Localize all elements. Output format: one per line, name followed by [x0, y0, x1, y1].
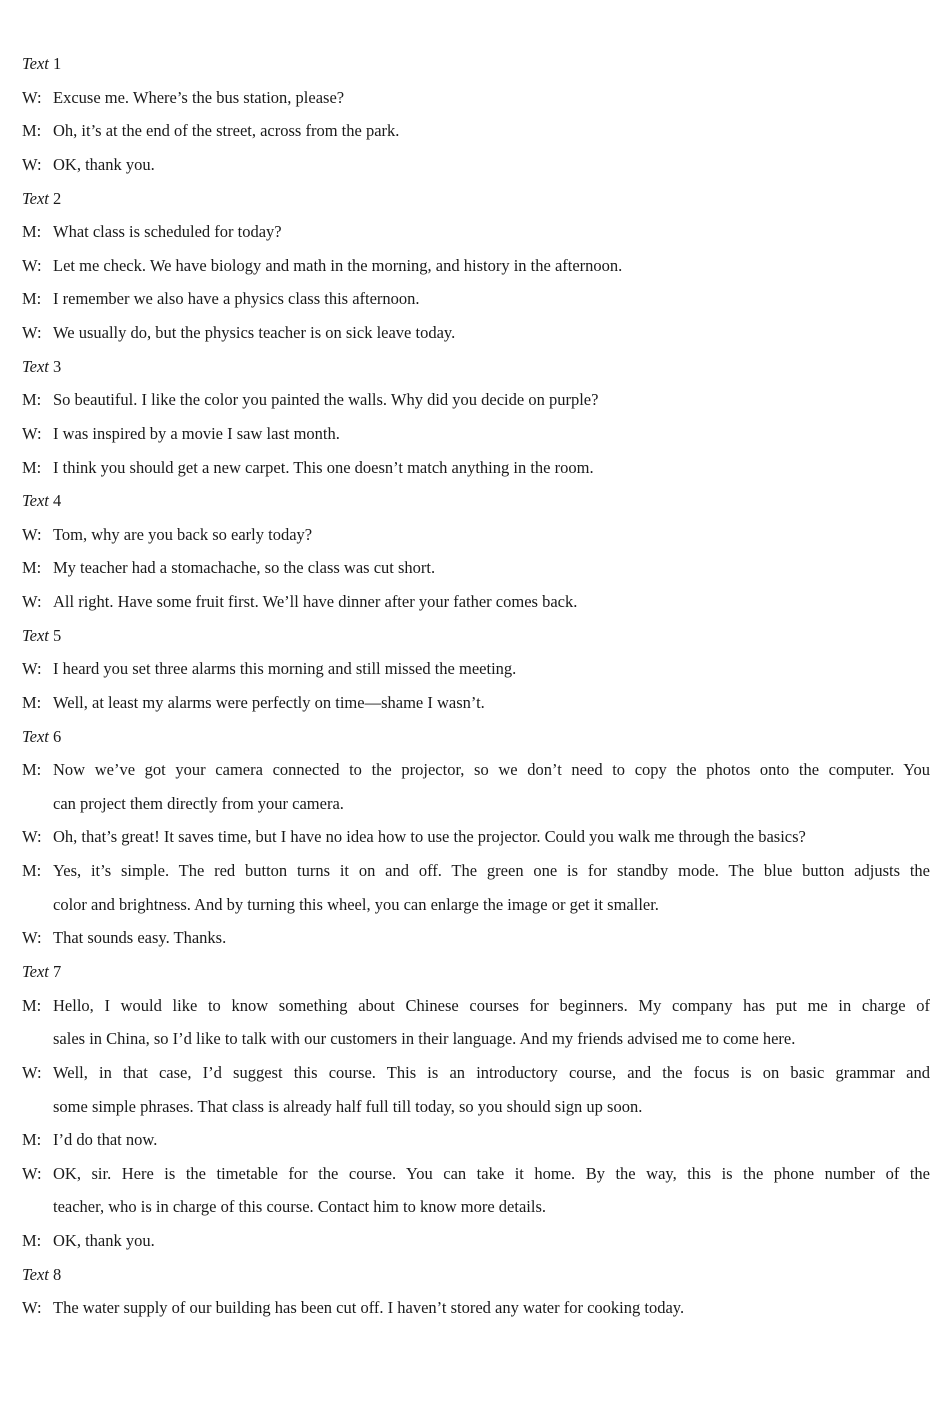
- dialogue-turn: [22, 289, 930, 309]
- dialogue-turn: [22, 1231, 930, 1251]
- utterance-text: OK, sir. Here is the timetable for the course. You can take it home. By the way, this is the phone number of the: [53, 1163, 930, 1183]
- utterance-text: The water supply of our building has been cut off. I haven’t stored any water for cooking today.: [53, 1298, 685, 1318]
- speaker-label: M:: [22, 995, 42, 1015]
- utterance-text: OK, thank you.: [53, 154, 155, 174]
- section-heading-label: Text: [22, 188, 49, 208]
- section-heading: [22, 962, 930, 982]
- speaker-label: W:: [22, 592, 42, 612]
- speaker-label: W:: [22, 827, 42, 847]
- section-heading-number: 3: [48, 356, 62, 376]
- dialogue-turn: [22, 928, 930, 948]
- dialogue-turn: [22, 458, 930, 478]
- section-heading-number: 2: [48, 188, 62, 208]
- utterance-continuation: color and brightness. And by turning this wheel, you can enlarge the image or get it smaller.: [53, 894, 659, 914]
- utterance-text: All right. Have some fruit first. We’ll have dinner after your father comes back.: [53, 592, 578, 612]
- speaker-label: W:: [22, 1163, 42, 1183]
- utterance-text: Well, at least my alarms were perfectly on time—shame I wasn’t.: [53, 692, 485, 712]
- utterance-text: OK, thank you.: [53, 1231, 155, 1251]
- dialogue-turn: [22, 390, 930, 410]
- speaker-label: M:: [22, 222, 42, 242]
- utterance-text: I was inspired by a movie I saw last month.: [53, 423, 340, 443]
- section-heading-label: Text: [22, 54, 49, 73]
- dialogue-turn: [22, 1130, 930, 1150]
- speaker-label: M:: [22, 760, 42, 780]
- dialogue-turn: [22, 424, 930, 444]
- speaker-label: W:: [22, 1062, 42, 1082]
- section-heading-label: Text: [22, 491, 49, 511]
- section-heading: [22, 727, 930, 747]
- utterance-text: Oh, it’s at the end of the street, across from the park.: [53, 121, 400, 141]
- utterance-continuation: teacher, who is in charge of this course. Contact him to know more details.: [53, 1197, 546, 1217]
- section-heading: [22, 357, 930, 377]
- utterance-text: My teacher had a stomachache, so the class was cut short.: [53, 558, 436, 578]
- dialogue-turn: [22, 525, 930, 545]
- speaker-label: W:: [22, 154, 42, 174]
- dialogue-turn: [22, 760, 930, 780]
- section-heading-number: 6: [48, 726, 62, 746]
- dialogue-turn: [22, 827, 930, 847]
- utterance-text: So beautiful. I like the color you painted the walls. Why did you decide on purple?: [53, 390, 599, 410]
- section-heading: [22, 1265, 930, 1285]
- section-heading-label: Text: [22, 625, 49, 645]
- utterance-text: Now we’ve got your camera connected to the projector, so we don’t need to copy the photos onto the computer. You: [53, 760, 930, 780]
- utterance-text: We usually do, but the physics teacher is on sick leave today.: [53, 323, 456, 343]
- utterance-text: Oh, that’s great! It saves time, but I have no idea how to use the projector. Could you walk me through the basics?: [53, 827, 806, 847]
- speaker-label: M:: [22, 861, 42, 881]
- section-heading: [22, 189, 930, 209]
- dialogue-turn: [22, 88, 930, 108]
- section-heading-number: 5: [48, 625, 62, 645]
- utterance-text: What class is scheduled for today?: [53, 222, 282, 242]
- dialogue-turn: [22, 996, 930, 1016]
- speaker-label: M:: [22, 121, 42, 141]
- section-heading-number: 8: [48, 1264, 62, 1284]
- dialogue-turn: [22, 693, 930, 713]
- utterance-continuation: some simple phrases. That class is already half full till today, so you should sign up soon.: [53, 1096, 643, 1116]
- speaker-label: W:: [22, 323, 42, 343]
- speaker-label: W:: [22, 87, 42, 107]
- speaker-label: W:: [22, 659, 42, 679]
- speaker-label: M:: [22, 390, 42, 410]
- section-heading-label: Text: [22, 962, 49, 981]
- speaker-label: M:: [22, 1130, 42, 1150]
- utterance-text: I remember we also have a physics class this afternoon.: [53, 289, 420, 309]
- dialogue-turn: [22, 155, 930, 175]
- section-heading: [22, 54, 930, 74]
- section-heading-label: Text: [22, 726, 49, 746]
- section-heading-label: Text: [22, 356, 49, 376]
- section-heading-number: 1: [48, 54, 62, 73]
- utterance-text: Hello, I would like to know something about Chinese courses for beginners. My company has put me in charge of: [53, 995, 930, 1015]
- dialogue-turn: [22, 256, 930, 276]
- speaker-label: M:: [22, 289, 42, 309]
- dialogue-turn: [22, 1164, 930, 1184]
- section-heading: [22, 491, 930, 511]
- section-heading-label: Text: [22, 1264, 49, 1284]
- utterance-text: I think you should get a new carpet. This one doesn’t match anything in the room.: [53, 457, 594, 477]
- speaker-label: M:: [22, 457, 42, 477]
- utterance-continuation: can project them directly from your camera.: [53, 793, 344, 813]
- utterance-text: I’d do that now.: [53, 1130, 158, 1150]
- dialogue-turn: [22, 121, 930, 141]
- utterance-text: Excuse me. Where’s the bus station, please?: [53, 87, 345, 107]
- speaker-label: W:: [22, 1298, 42, 1318]
- speaker-label: M:: [22, 692, 42, 712]
- dialogue-turn: [22, 1298, 930, 1318]
- utterance-text: That sounds easy. Thanks.: [53, 928, 227, 948]
- utterance-text: I heard you set three alarms this morning and still missed the meeting.: [53, 659, 517, 679]
- speaker-label: W:: [22, 928, 42, 948]
- speaker-label: M:: [22, 558, 42, 578]
- dialogue-turn: [22, 659, 930, 679]
- section-heading: [22, 626, 930, 646]
- speaker-label: M:: [22, 1231, 42, 1251]
- dialogue-turn: [22, 1063, 930, 1083]
- dialogue-turn: [22, 558, 930, 578]
- dialogue-turn: [22, 222, 930, 242]
- speaker-label: W:: [22, 524, 42, 544]
- section-heading-number: 7: [48, 962, 62, 981]
- speaker-label: W:: [22, 423, 42, 443]
- utterance-text: Let me check. We have biology and math in the morning, and history in the afternoon.: [53, 255, 623, 275]
- section-heading-number: 4: [48, 491, 62, 511]
- speaker-label: W:: [22, 255, 42, 275]
- utterance-text: Well, in that case, I’d suggest this course. This is an introductory course, and the focus is on basic grammar and: [53, 1062, 930, 1082]
- utterance-continuation: sales in China, so I’d like to talk with our customers in their language. And my friends advised me to come here.: [53, 1029, 796, 1049]
- utterance-text: Tom, why are you back so early today?: [53, 524, 313, 544]
- dialogue-turn: [22, 323, 930, 343]
- utterance-text: Yes, it’s simple. The red button turns it on and off. The green one is for standby mode. The blue button adjusts the: [53, 861, 930, 881]
- dialogue-turn: [22, 592, 930, 612]
- dialogue-turn: [22, 861, 930, 881]
